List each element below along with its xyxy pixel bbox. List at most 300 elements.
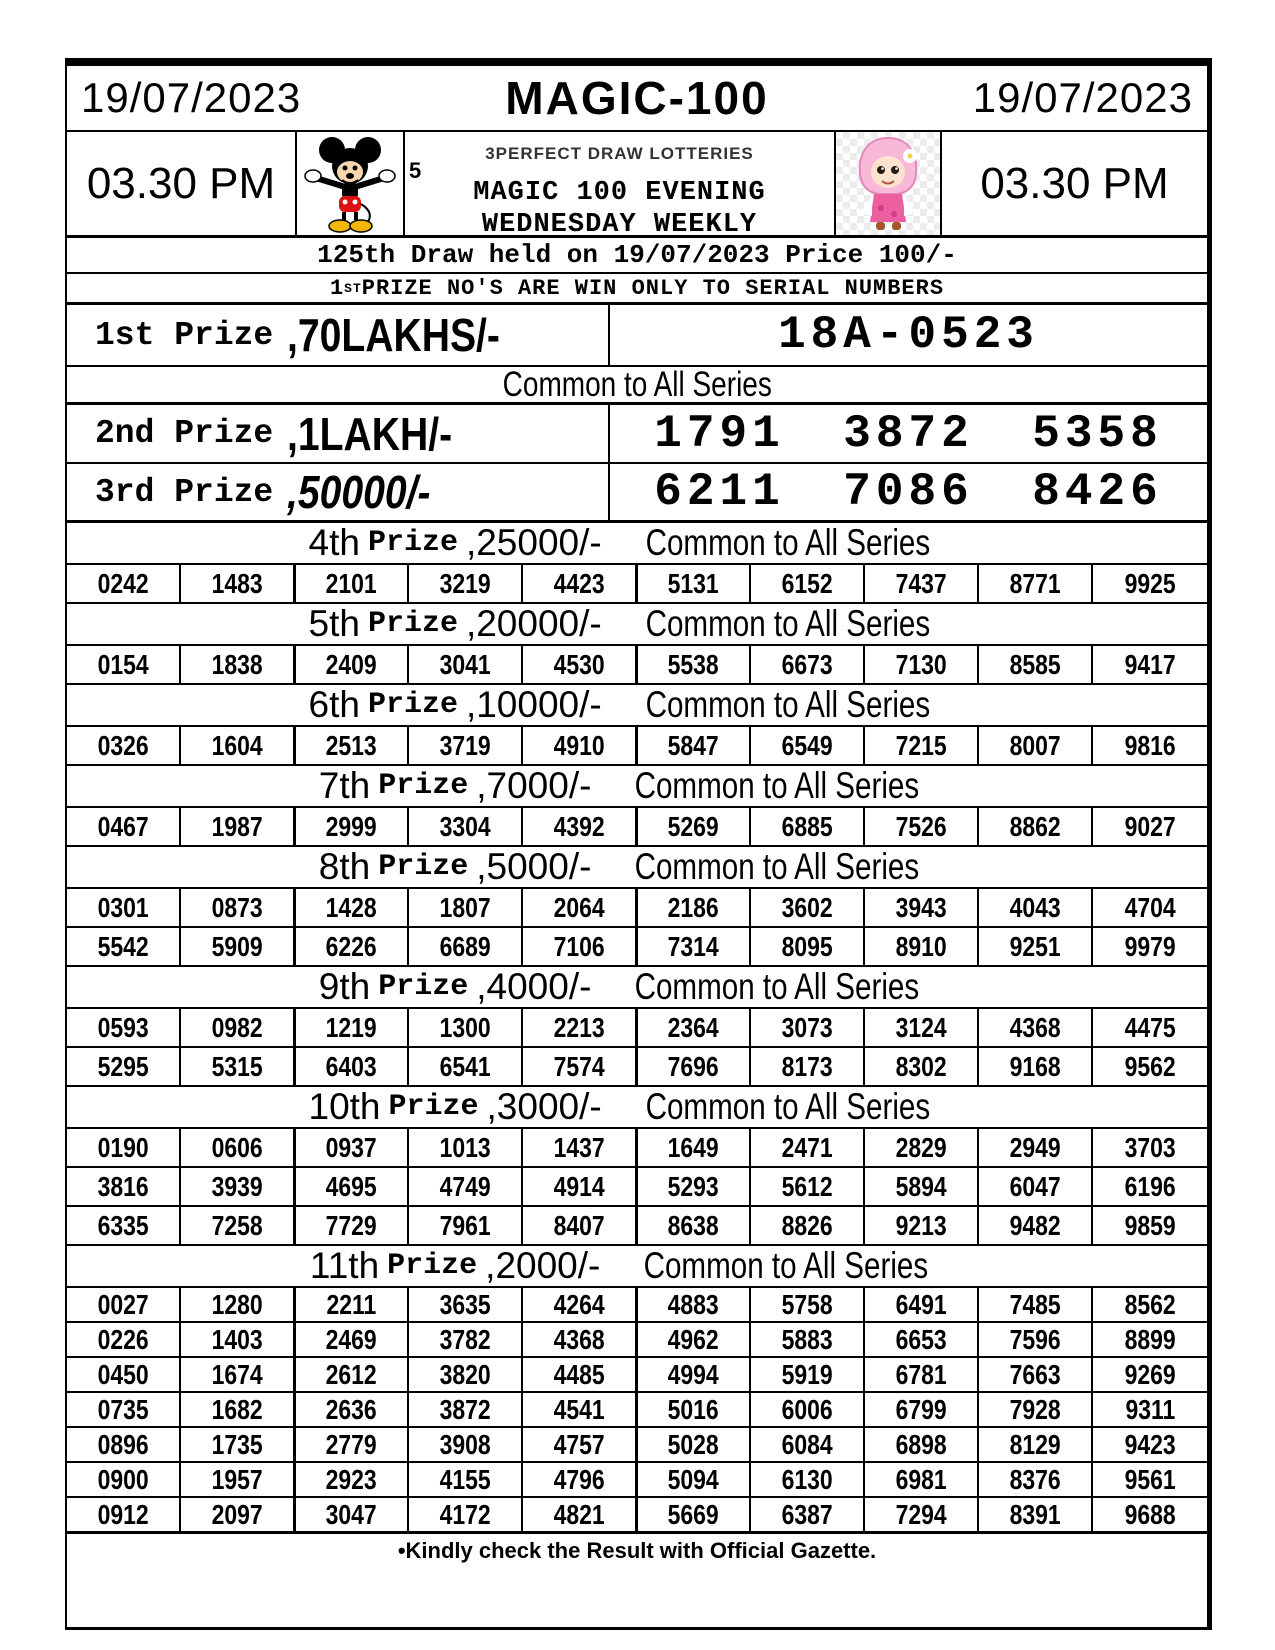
- prize-number-cell: [67, 1428, 181, 1461]
- prize-number-value: 8095: [781, 930, 833, 962]
- prize-number-value: 4541: [553, 1393, 605, 1425]
- prize-number-cell: [523, 1428, 637, 1461]
- section-ordinal: 11th: [309, 1245, 380, 1286]
- section-ordinal: 5th: [308, 603, 360, 644]
- prize-number-value: 0467: [97, 810, 149, 842]
- prize-number-value: 1483: [211, 567, 263, 599]
- prize-number-cell: [979, 1168, 1093, 1205]
- prize-number-value: 6799: [895, 1393, 947, 1425]
- prize-number-value: 4264: [553, 1288, 605, 1320]
- prize-number-cell: [409, 1358, 523, 1391]
- prize-number-value: 0326: [97, 729, 149, 761]
- prize-number-value: 2097: [211, 1498, 263, 1530]
- prize-number-cell: [67, 1358, 181, 1391]
- prize-number-value: 1219: [325, 1011, 378, 1043]
- prize-number-cell: [751, 1428, 865, 1461]
- prize-number-value: 0735: [97, 1393, 149, 1425]
- prize-number-cell: [523, 1168, 637, 1205]
- prize-number-cell: [523, 1009, 637, 1046]
- prize-number-cell: [865, 1048, 979, 1085]
- prize-number-value: 4695: [325, 1170, 378, 1202]
- section-common-suffix: [610, 522, 966, 564]
- prize-number-cell: [1093, 1358, 1207, 1391]
- prize-number-value: 0593: [97, 1011, 149, 1043]
- section-common-suffix-text: Common to All Series: [635, 966, 920, 1007]
- prize-number-cell: [751, 646, 865, 683]
- prize-number-value: 7696: [667, 1050, 720, 1082]
- section-ordinal: 6th: [308, 684, 360, 725]
- section-ordinal: 4th: [308, 522, 360, 563]
- prize-number-value: 1428: [325, 891, 378, 923]
- section-common-suffix-text: Common to All Series: [645, 1086, 930, 1127]
- prize-number-value: 1682: [211, 1393, 263, 1425]
- prize-number-row-4th-1: [67, 565, 1207, 604]
- prize-number-value: 4043: [1009, 891, 1061, 923]
- third-prize-numbers: 6211 7086 8426: [654, 466, 1163, 518]
- prize-number-value: 2612: [325, 1358, 378, 1390]
- prize-number-value: 5293: [667, 1170, 720, 1202]
- prize-number-cell: [523, 1358, 637, 1391]
- draw-info-line: 125th Draw held on 19/07/2023 Price 100/-: [67, 238, 1207, 274]
- section-common-suffix: [610, 603, 966, 645]
- prize-number-cell: [181, 1207, 295, 1244]
- prize-number-cell: [409, 1428, 523, 1461]
- prize-number-value: 5542: [97, 930, 149, 962]
- prize-number-cell: [1093, 1288, 1207, 1321]
- prize-number-cell: [865, 565, 979, 602]
- prize-number-value: 1604: [211, 729, 263, 761]
- prize-number-value: 8826: [781, 1209, 833, 1241]
- prize-number-cell: [67, 1009, 181, 1046]
- prize-number-cell: [1093, 889, 1207, 926]
- third-prize-row: [67, 464, 1207, 523]
- first-prize-label: 1st Prize: [95, 316, 274, 354]
- prize-number-cell: [295, 889, 409, 926]
- prize-number-value: 2211: [326, 1288, 377, 1320]
- prize-number-value: 9311: [1125, 1393, 1175, 1425]
- prize-number-value: 2513: [325, 729, 378, 761]
- prize-number-cell: [523, 1207, 637, 1244]
- prize-number-cell: [637, 1288, 751, 1321]
- prize-number-value: 5919: [781, 1358, 833, 1390]
- prize-number-cell: [865, 1393, 979, 1426]
- prize-number-cell: [979, 1288, 1093, 1321]
- prize-number-cell: [751, 1207, 865, 1244]
- draw-title-block: [405, 132, 834, 240]
- section-amount: ,10000/-: [465, 684, 602, 725]
- section-amount: ,2000/-: [485, 1245, 601, 1286]
- prize-number-cell: [979, 1393, 1093, 1426]
- first-prize-number: 18A-0523: [778, 309, 1039, 361]
- prize-number-value: 8562: [1124, 1288, 1176, 1320]
- section-header-4th-prize: [67, 523, 1207, 565]
- prize-number-value: 3719: [439, 729, 491, 761]
- prize-number-value: 6653: [895, 1323, 947, 1355]
- prize-number-value: 3047: [325, 1498, 378, 1530]
- prize-number-value: 8585: [1009, 648, 1061, 680]
- section-ordinal: 7th: [318, 765, 371, 806]
- prize-number-cell: [181, 1009, 295, 1046]
- prize-number-cell: [409, 1207, 523, 1244]
- prize-number-value: 7437: [895, 567, 947, 599]
- prize-number-value: 0937: [325, 1131, 378, 1163]
- prize-number-value: 5883: [781, 1323, 833, 1355]
- prize-number-cell: [751, 1358, 865, 1391]
- prize-number-value: 5131: [667, 567, 720, 599]
- mickey-mouse-icon: [304, 134, 396, 234]
- prize-number-value: 6541: [439, 1050, 491, 1082]
- prize-number-row-8th-1: [67, 889, 1207, 928]
- prize-number-row-9th-1: [67, 1009, 1207, 1048]
- prize-number-cell: [295, 1288, 409, 1321]
- prize-number-cell: [637, 1207, 751, 1244]
- section-common-suffix-text: Common to All Series: [645, 603, 930, 644]
- prize-number-row-10th-2: [67, 1168, 1207, 1207]
- section-header-11th-prize: [67, 1246, 1207, 1288]
- hijab-girl-icon: [834, 132, 942, 235]
- prize-number-cell: [1093, 1323, 1207, 1356]
- prize-number-value: 0190: [97, 1131, 149, 1163]
- prize-number-value: 4155: [439, 1463, 491, 1495]
- prize-number-value: 6152: [781, 567, 833, 599]
- prize-number-value: 4368: [1009, 1011, 1061, 1043]
- prize-number-cell: [979, 889, 1093, 926]
- section-prize-word: Prize: [367, 688, 458, 722]
- prize-number-cell: [751, 727, 865, 764]
- prize-number-value: 6885: [781, 810, 833, 842]
- prize-number-cell: [181, 1393, 295, 1426]
- prize-number-value: 1987: [211, 810, 263, 842]
- second-prize-row: [67, 405, 1207, 464]
- draw-time-right: 03.30 PM: [980, 158, 1169, 208]
- prize-number-value: 1735: [211, 1428, 263, 1460]
- prize-number-row-9th-2: [67, 1048, 1207, 1087]
- prize-number-value: 2779: [325, 1428, 378, 1460]
- prize-number-cell: [637, 1463, 751, 1496]
- prize-number-cell: [637, 1498, 751, 1531]
- prize-number-value: 6084: [781, 1428, 833, 1460]
- prize-number-cell: [751, 808, 865, 845]
- section-header-5th-prize: [67, 604, 1207, 646]
- prize-number-cell: [865, 1323, 979, 1356]
- prize-number-value: 9168: [1009, 1050, 1061, 1082]
- section-header-6th-prize: [67, 685, 1207, 727]
- prize-number-value: 6689: [439, 930, 491, 962]
- section-common-suffix: [610, 684, 966, 726]
- prize-number-cell: [979, 1498, 1093, 1531]
- prize-number-value: 1437: [553, 1131, 605, 1163]
- lottery-result-sheet: [65, 58, 1212, 1630]
- first-prize-amount: ,70LAKHS/-: [287, 309, 501, 361]
- prize-number-value: 8173: [781, 1050, 833, 1082]
- section-common-suffix-text: Common to All Series: [645, 522, 930, 563]
- prize-number-value: 8771: [1009, 567, 1061, 599]
- section-common-suffix: [599, 966, 955, 1008]
- prize-number-value: 4914: [553, 1170, 605, 1202]
- prize-number-cell: [181, 1129, 295, 1166]
- prize-number-value: 4757: [553, 1428, 605, 1460]
- section-amount: ,25000/-: [465, 522, 602, 563]
- prize-number-value: 1280: [211, 1288, 263, 1320]
- prize-number-value: 9269: [1124, 1358, 1176, 1390]
- prize-number-cell: [1093, 1393, 1207, 1426]
- prize-number-value: 6130: [781, 1463, 833, 1495]
- prize-number-cell: [523, 727, 637, 764]
- prize-number-value: 9423: [1124, 1428, 1176, 1460]
- prize-number-value: 3073: [781, 1011, 833, 1043]
- prize-number-cell: [865, 1129, 979, 1166]
- prize-number-cell: [865, 1207, 979, 1244]
- prize-number-cell: [409, 565, 523, 602]
- prize-number-cell: [1093, 646, 1207, 683]
- section-prize-word: Prize: [378, 970, 469, 1004]
- prize-number-cell: [979, 1207, 1093, 1244]
- prize-number-value: 3872: [439, 1393, 491, 1425]
- prize-number-cell: [865, 1463, 979, 1496]
- section-prize-word: Prize: [388, 1090, 479, 1124]
- prize-number-value: 9251: [1009, 930, 1061, 962]
- prize-number-value: 9561: [1124, 1463, 1176, 1495]
- prize-number-value: 6898: [895, 1428, 947, 1460]
- prize-number-cell: [751, 928, 865, 965]
- prize-number-cell: [295, 1428, 409, 1461]
- second-prize-amount: ,1LAKH/-: [287, 407, 453, 460]
- prize-number-cell: [637, 889, 751, 926]
- prize-number-value: 8638: [667, 1209, 720, 1241]
- prize-number-value: 9562: [1124, 1050, 1176, 1082]
- prize-number-value: 6403: [325, 1050, 378, 1082]
- prize-number-cell: [295, 646, 409, 683]
- prize-number-value: 6673: [781, 648, 833, 680]
- prize-number-cell: [751, 1498, 865, 1531]
- prize-number-cell: [637, 565, 751, 602]
- prize-number-value: 5612: [781, 1170, 833, 1202]
- prize-number-value: 1807: [439, 891, 491, 923]
- prize-number-cell: [751, 1463, 865, 1496]
- prize-number-cell: [67, 1207, 181, 1244]
- prize-number-cell: [67, 1463, 181, 1496]
- prize-number-cell: [979, 1048, 1093, 1085]
- prize-number-cell: [637, 1009, 751, 1046]
- prize-number-cell: [409, 646, 523, 683]
- section-amount: ,4000/-: [476, 966, 592, 1007]
- prize-number-value: 6047: [1009, 1170, 1061, 1202]
- prize-number-value: 4172: [439, 1498, 491, 1530]
- section-common-suffix-text: Common to All Series: [643, 1245, 929, 1286]
- prize-number-value: 0873: [211, 891, 263, 923]
- prize-number-value: 5894: [895, 1170, 947, 1202]
- draw-time-left: 03.30 PM: [86, 158, 276, 208]
- section-common-suffix: [608, 1245, 964, 1287]
- prize-number-cell: [637, 1168, 751, 1205]
- serial-note-line: [67, 274, 1207, 305]
- prize-number-value: 4962: [667, 1323, 720, 1355]
- prize-number-row-10th-3: [67, 1207, 1207, 1246]
- prize-number-value: 7106: [553, 930, 605, 962]
- prize-number-cell: [181, 808, 295, 845]
- organisation-name: 3PERFECT DRAW LOTTERIES: [485, 144, 754, 163]
- prize-number-value: 3908: [439, 1428, 491, 1460]
- prize-number-value: 4821: [553, 1498, 605, 1530]
- prize-number-value: 4392: [553, 810, 605, 842]
- serial-note-prefix: 1: [329, 275, 345, 301]
- section-ordinal: 10th: [308, 1086, 381, 1127]
- prize-number-cell: [523, 565, 637, 602]
- prize-number-cell: [1093, 1048, 1207, 1085]
- prize-number-cell: [637, 727, 751, 764]
- prize-number-value: 9979: [1124, 930, 1176, 962]
- prize-number-cell: [637, 1428, 751, 1461]
- prize-number-cell: [865, 928, 979, 965]
- prize-number-value: 4475: [1124, 1011, 1176, 1043]
- prize-number-value: 2101: [325, 567, 378, 599]
- section-common-suffix-text: Common to All Series: [635, 846, 920, 887]
- prize-number-cell: [751, 1129, 865, 1166]
- third-prize-amount: ,50000/-: [287, 466, 431, 518]
- prize-number-cell: [67, 889, 181, 926]
- prize-number-row-11th-6: [67, 1463, 1207, 1498]
- prize-number-cell: [979, 727, 1093, 764]
- common-series-note-text: Common to All Series: [502, 364, 772, 404]
- prize-number-cell: [295, 1009, 409, 1046]
- prize-number-cell: [637, 808, 751, 845]
- footer-note: •Kindly check the Result with Official Gazette.: [397, 1538, 877, 1563]
- prize-number-value: 7314: [667, 930, 720, 962]
- prize-number-cell: [295, 1129, 409, 1166]
- prize-number-cell: [523, 1498, 637, 1531]
- prize-number-cell: [523, 1129, 637, 1166]
- prize-number-value: 1403: [211, 1323, 263, 1355]
- prize-number-row-11th-5: [67, 1428, 1207, 1463]
- prize-number-value: 5028: [667, 1428, 720, 1460]
- prize-number-cell: [979, 928, 1093, 965]
- section-header-10th-prize: [67, 1087, 1207, 1129]
- serial-note-sup: ST: [344, 280, 362, 296]
- prize-number-value: 8862: [1009, 810, 1061, 842]
- date-right: 19/07/2023: [972, 74, 1193, 121]
- prize-number-cell: [1093, 1463, 1207, 1496]
- prize-number-row-11th-7: [67, 1498, 1207, 1534]
- second-prize-label: 2nd Prize: [95, 415, 274, 452]
- prize-number-cell: [523, 889, 637, 926]
- prize-number-value: 0900: [97, 1463, 149, 1495]
- prize-number-cell: [637, 928, 751, 965]
- header-strip: [67, 132, 1207, 238]
- prize-number-value: 7729: [325, 1209, 378, 1241]
- prize-number-cell: [181, 928, 295, 965]
- page-title: MAGIC-100: [505, 72, 769, 124]
- prize-number-value: 2469: [325, 1323, 378, 1355]
- prize-number-cell: [751, 1168, 865, 1205]
- section-amount: ,3000/-: [486, 1086, 602, 1127]
- prize-number-value: 9027: [1124, 810, 1176, 842]
- prize-number-value: 5847: [667, 729, 720, 761]
- prize-number-value: 6981: [895, 1463, 947, 1495]
- prize-number-cell: [865, 1358, 979, 1391]
- date-left: 19/07/2023: [81, 74, 302, 121]
- prize-number-value: 7596: [1009, 1323, 1061, 1355]
- prize-number-cell: [637, 1048, 751, 1085]
- prize-number-cell: [637, 1129, 751, 1166]
- prize-number-value: 6226: [325, 930, 378, 962]
- prize-number-value: 1649: [667, 1131, 720, 1163]
- prize-number-cell: [865, 1009, 979, 1046]
- prize-number-cell: [523, 1463, 637, 1496]
- prize-number-cell: [751, 1288, 865, 1321]
- prize-number-value: 2186: [667, 891, 720, 923]
- prize-number-cell: [295, 1358, 409, 1391]
- prize-number-cell: [67, 1288, 181, 1321]
- prize-number-value: 6491: [895, 1288, 947, 1320]
- section-prize-word: Prize: [387, 1249, 478, 1283]
- prize-number-cell: [1093, 727, 1207, 764]
- prize-number-value: 7258: [211, 1209, 263, 1241]
- prize-number-cell: [409, 1463, 523, 1496]
- prize-number-value: 5669: [667, 1498, 720, 1530]
- section-header-7th-prize: [67, 766, 1207, 808]
- prize-number-value: 2364: [667, 1011, 720, 1043]
- prize-number-cell: [181, 727, 295, 764]
- prize-number-row-11th-3: [67, 1358, 1207, 1393]
- prize-number-cell: [181, 1323, 295, 1356]
- prize-number-cell: [865, 1288, 979, 1321]
- prize-number-cell: [865, 1498, 979, 1531]
- section-common-suffix-text: Common to All Series: [645, 684, 930, 725]
- prize-number-cell: [295, 727, 409, 764]
- prize-number-value: 2999: [325, 810, 378, 842]
- prize-number-value: 3219: [439, 567, 491, 599]
- prize-number-value: 6549: [781, 729, 833, 761]
- prize-number-value: 9688: [1124, 1498, 1176, 1530]
- prize-number-cell: [409, 928, 523, 965]
- prize-number-value: 3782: [439, 1323, 491, 1355]
- prize-number-cell: [1093, 928, 1207, 965]
- prize-number-value: 0606: [211, 1131, 263, 1163]
- prize-number-cell: [181, 1463, 295, 1496]
- prize-number-cell: [979, 1129, 1093, 1166]
- first-prize-label-cell: [67, 305, 610, 365]
- prize-number-value: 9213: [895, 1209, 947, 1241]
- prize-number-value: 8899: [1124, 1323, 1176, 1355]
- third-prize-label: 3rd Prize: [95, 473, 274, 511]
- prize-number-cell: [295, 1207, 409, 1244]
- prize-number-value: 8407: [553, 1209, 605, 1241]
- prize-number-value: 3635: [439, 1288, 491, 1320]
- common-series-note: [67, 364, 1207, 405]
- prize-number-value: 8376: [1009, 1463, 1061, 1495]
- prize-number-cell: [523, 1288, 637, 1321]
- prize-number-cell: [751, 1323, 865, 1356]
- prize-number-cell: [751, 1009, 865, 1046]
- prize-number-value: 7526: [895, 810, 947, 842]
- prize-number-cell: [979, 1323, 1093, 1356]
- prize-number-value: 5315: [211, 1050, 263, 1082]
- prize-number-cell: [1093, 808, 1207, 845]
- prize-number-cell: [67, 646, 181, 683]
- prize-number-cell: [67, 808, 181, 845]
- prize-number-cell: [181, 565, 295, 602]
- prize-number-cell: [409, 1323, 523, 1356]
- prize-number-row-11th-4: [67, 1393, 1207, 1428]
- prize-number-cell: [637, 1358, 751, 1391]
- prize-number-row-5th-1: [67, 646, 1207, 685]
- draw-name: MAGIC 100 EVENING: [473, 178, 766, 208]
- prize-number-value: 9816: [1124, 729, 1176, 761]
- prize-number-cell: [751, 889, 865, 926]
- prize-number-value: 3703: [1124, 1131, 1176, 1163]
- section-common-suffix: [599, 765, 955, 807]
- prize-number-cell: [409, 727, 523, 764]
